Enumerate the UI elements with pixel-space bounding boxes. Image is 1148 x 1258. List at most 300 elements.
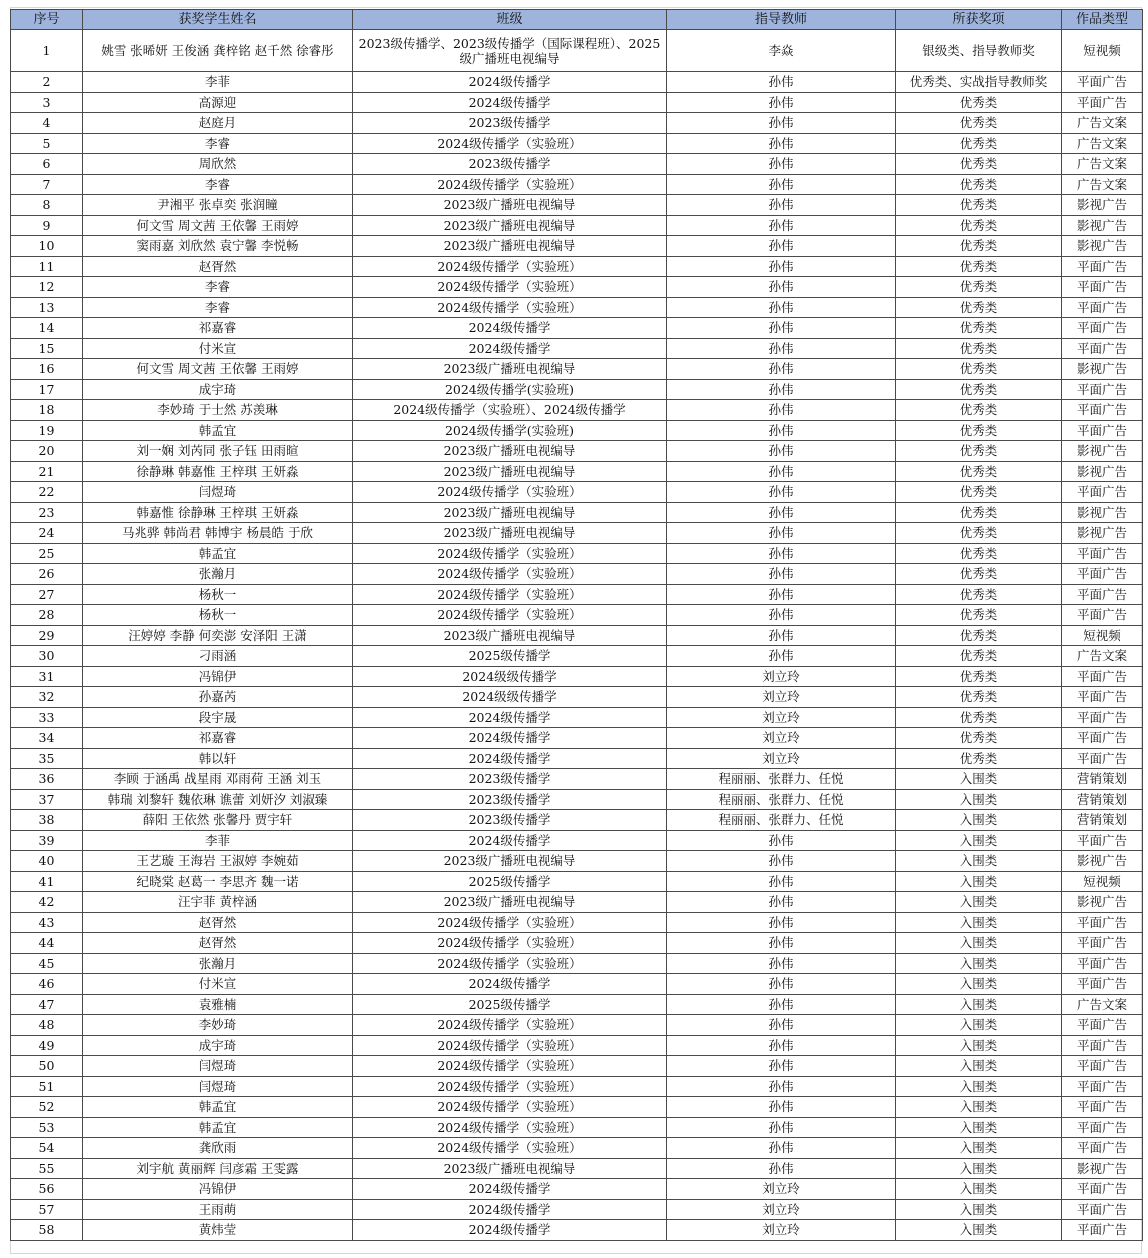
cell-class: 2023级广播班电视编导 — [353, 892, 667, 913]
cell-award: 优秀类 — [896, 646, 1062, 667]
cell-work-type: 平面广告 — [1062, 256, 1143, 277]
cell-advisor: 孙伟 — [667, 871, 896, 892]
cell-index: 38 — [11, 810, 83, 831]
cell-student-names: 徐静琳 韩嘉惟 王梓琪 王妍淼 — [83, 461, 353, 482]
cell-advisor: 刘立玲 — [667, 687, 896, 708]
table-row — [11, 543, 1143, 564]
cell-award: 优秀类 — [896, 318, 1062, 339]
cell-award: 优秀类 — [896, 297, 1062, 318]
table-row — [11, 215, 1143, 236]
table-row — [11, 195, 1143, 216]
cell-advisor: 孙伟 — [667, 830, 896, 851]
cell-advisor: 孙伟 — [667, 441, 896, 462]
cell-work-type: 平面广告 — [1062, 974, 1143, 995]
cell-advisor: 孙伟 — [667, 195, 896, 216]
cell-award: 优秀类 — [896, 564, 1062, 585]
cell-award: 优秀类 — [896, 154, 1062, 175]
cell-class: 2024级传播学（实验班） — [353, 584, 667, 605]
cell-student-names: 王艺璇 王海岩 王淑婷 李婉茹 — [83, 851, 353, 872]
cell-index: 33 — [11, 707, 83, 728]
cell-student-names: 闫煜琦 — [83, 1076, 353, 1097]
cell-work-type: 影视广告 — [1062, 892, 1143, 913]
cell-award: 入围类 — [896, 892, 1062, 913]
cell-index: 57 — [11, 1199, 83, 1220]
cell-award: 优秀类、实战指导教师奖 — [896, 72, 1062, 93]
cell-class: 2024级传播学 — [353, 728, 667, 749]
cell-student-names: 高源迎 — [83, 92, 353, 113]
cell-award: 入围类 — [896, 1117, 1062, 1138]
cell-index: 44 — [11, 933, 83, 954]
cell-work-type: 平面广告 — [1062, 318, 1143, 339]
cell-class: 2025级传播学 — [353, 994, 667, 1015]
cell-index: 6 — [11, 154, 83, 175]
cell-index: 52 — [11, 1097, 83, 1118]
cell-advisor: 孙伟 — [667, 174, 896, 195]
cell-class: 2023级广播班电视编导 — [353, 625, 667, 646]
cell-advisor: 孙伟 — [667, 523, 896, 544]
cell-advisor: 孙伟 — [667, 851, 896, 872]
table-row — [11, 953, 1143, 974]
table-row — [11, 502, 1143, 523]
cell-advisor: 孙伟 — [667, 1076, 896, 1097]
cell-award: 优秀类 — [896, 379, 1062, 400]
cell-index: 51 — [11, 1076, 83, 1097]
cell-student-names: 祁嘉睿 — [83, 318, 353, 339]
cell-index: 32 — [11, 687, 83, 708]
cell-award: 优秀类 — [896, 543, 1062, 564]
cell-student-names: 韩嘉惟 徐静琳 王梓琪 王妍淼 — [83, 502, 353, 523]
table-row — [11, 113, 1143, 134]
cell-advisor: 孙伟 — [667, 338, 896, 359]
cell-award: 优秀类 — [896, 461, 1062, 482]
cell-class: 2024级传播学（实验班） — [353, 953, 667, 974]
cell-index: 16 — [11, 359, 83, 380]
table-row — [11, 1199, 1143, 1220]
cell-class: 2024级传播学（实验班） — [353, 1138, 667, 1159]
cell-work-type: 平面广告 — [1062, 420, 1143, 441]
cell-student-names: 冯锦伊 — [83, 666, 353, 687]
cell-index: 18 — [11, 400, 83, 421]
cell-index: 27 — [11, 584, 83, 605]
cell-student-names: 李妙琦 — [83, 1015, 353, 1036]
cell-index: 46 — [11, 974, 83, 995]
cell-work-type: 影视广告 — [1062, 502, 1143, 523]
cell-index: 43 — [11, 912, 83, 933]
cell-advisor: 孙伟 — [667, 1035, 896, 1056]
cell-class: 2024级传播学（实验班） — [353, 1097, 667, 1118]
cell-work-type: 平面广告 — [1062, 1117, 1143, 1138]
table-row — [11, 359, 1143, 380]
cell-index: 30 — [11, 646, 83, 667]
cell-class: 2023级传播学 — [353, 789, 667, 810]
cell-work-type: 平面广告 — [1062, 1179, 1143, 1200]
cell-advisor: 孙伟 — [667, 400, 896, 421]
cell-advisor: 孙伟 — [667, 502, 896, 523]
cell-index: 11 — [11, 256, 83, 277]
cell-award: 入围类 — [896, 994, 1062, 1015]
cell-award: 银级类、指导教师奖 — [896, 30, 1062, 72]
cell-advisor: 孙伟 — [667, 482, 896, 503]
cell-work-type: 平面广告 — [1062, 92, 1143, 113]
cell-advisor: 刘立玲 — [667, 1179, 896, 1200]
cell-student-names: 龚欣雨 — [83, 1138, 353, 1159]
cell-award: 优秀类 — [896, 174, 1062, 195]
cell-student-names: 闫煜琦 — [83, 482, 353, 503]
cell-index: 21 — [11, 461, 83, 482]
cell-student-names: 成宇琦 — [83, 379, 353, 400]
table-row — [11, 400, 1143, 421]
table-row — [11, 646, 1143, 667]
cell-student-names: 韩孟宜 — [83, 543, 353, 564]
cell-class: 2023级广播班电视编导 — [353, 851, 667, 872]
table-row — [11, 154, 1143, 175]
table-row — [11, 1056, 1143, 1077]
cell-advisor: 刘立玲 — [667, 666, 896, 687]
cell-work-type: 影视广告 — [1062, 359, 1143, 380]
cell-student-names: 李妙琦 于士然 苏羡琳 — [83, 400, 353, 421]
cell-index: 9 — [11, 215, 83, 236]
cell-index: 45 — [11, 953, 83, 974]
cell-index: 39 — [11, 830, 83, 851]
cell-advisor: 孙伟 — [667, 297, 896, 318]
cell-advisor: 孙伟 — [667, 236, 896, 257]
cell-class: 2024级传播学（实验班） — [353, 133, 667, 154]
cell-award: 优秀类 — [896, 605, 1062, 626]
cell-work-type: 营销策划 — [1062, 789, 1143, 810]
table-row — [11, 1035, 1143, 1056]
cell-work-type: 广告文案 — [1062, 154, 1143, 175]
cell-student-names: 付米宣 — [83, 338, 353, 359]
cell-advisor: 刘立玲 — [667, 707, 896, 728]
cell-index: 31 — [11, 666, 83, 687]
cell-class: 2024级传播学 — [353, 338, 667, 359]
cell-class: 2023级传播学 — [353, 154, 667, 175]
cell-work-type: 平面广告 — [1062, 379, 1143, 400]
cell-index: 48 — [11, 1015, 83, 1036]
cell-work-type: 平面广告 — [1062, 72, 1143, 93]
cell-advisor: 程丽丽、张群力、任悦 — [667, 810, 896, 831]
cell-student-names: 韩瑞 刘黎轩 魏依琳 谯蕾 刘妍汐 刘淑臻 — [83, 789, 353, 810]
cell-advisor: 孙伟 — [667, 420, 896, 441]
cell-award: 优秀类 — [896, 482, 1062, 503]
cell-class: 2024级级传播学 — [353, 666, 667, 687]
cell-award: 优秀类 — [896, 236, 1062, 257]
cell-advisor: 刘立玲 — [667, 748, 896, 769]
cell-student-names: 赵庭月 — [83, 113, 353, 134]
cell-award: 优秀类 — [896, 523, 1062, 544]
cell-student-names: 杨秋一 — [83, 584, 353, 605]
cell-work-type: 广告文案 — [1062, 133, 1143, 154]
cell-class: 2023级广播班电视编导 — [353, 359, 667, 380]
table-row — [11, 892, 1143, 913]
cell-student-names: 赵胥然 — [83, 933, 353, 954]
cell-student-names: 韩孟宜 — [83, 1097, 353, 1118]
cell-student-names: 窦雨嘉 刘欣然 袁宁馨 李悦畅 — [83, 236, 353, 257]
cell-student-names: 袁雅楠 — [83, 994, 353, 1015]
cell-award: 入围类 — [896, 1199, 1062, 1220]
cell-work-type: 广告文案 — [1062, 994, 1143, 1015]
cell-award: 优秀类 — [896, 584, 1062, 605]
cell-work-type: 影视广告 — [1062, 236, 1143, 257]
table-row — [11, 728, 1143, 749]
cell-work-type: 平面广告 — [1062, 687, 1143, 708]
cell-advisor: 孙伟 — [667, 892, 896, 913]
cell-class: 2024级传播学（实验班） — [353, 174, 667, 195]
cell-advisor: 程丽丽、张群力、任悦 — [667, 769, 896, 790]
cell-award: 入围类 — [896, 830, 1062, 851]
cell-work-type: 短视频 — [1062, 871, 1143, 892]
cell-class: 2024级传播学 — [353, 72, 667, 93]
cell-advisor: 孙伟 — [667, 215, 896, 236]
cell-award: 优秀类 — [896, 728, 1062, 749]
table-row — [11, 379, 1143, 400]
cell-index: 36 — [11, 769, 83, 790]
cell-class: 2024级传播学 — [353, 1179, 667, 1200]
cell-index: 14 — [11, 318, 83, 339]
cell-award: 优秀类 — [896, 400, 1062, 421]
cell-class: 2023级传播学 — [353, 113, 667, 134]
cell-class: 2025级传播学 — [353, 871, 667, 892]
cell-class: 2024级传播学 — [353, 92, 667, 113]
cell-work-type: 影视广告 — [1062, 523, 1143, 544]
table-row — [11, 748, 1143, 769]
cell-student-names: 韩孟宜 — [83, 420, 353, 441]
cell-award: 入围类 — [896, 1179, 1062, 1200]
cell-student-names: 李菲 — [83, 830, 353, 851]
cell-award: 入围类 — [896, 1138, 1062, 1159]
award-table — [10, 9, 1143, 1241]
header-class: 班级 — [353, 10, 667, 30]
table-row — [11, 974, 1143, 995]
table-row — [11, 1158, 1143, 1179]
table-row — [11, 174, 1143, 195]
cell-index: 8 — [11, 195, 83, 216]
cell-student-names: 马兆骅 韩尚君 韩博宇 杨晨皓 于欣 — [83, 523, 353, 544]
cell-index: 50 — [11, 1056, 83, 1077]
table-row — [11, 92, 1143, 113]
table-row — [11, 666, 1143, 687]
table-row — [11, 30, 1143, 72]
cell-student-names: 赵胥然 — [83, 912, 353, 933]
cell-advisor: 孙伟 — [667, 933, 896, 954]
cell-index: 19 — [11, 420, 83, 441]
cell-class: 2023级广播班电视编导 — [353, 195, 667, 216]
table-row — [11, 1179, 1143, 1200]
table-row — [11, 605, 1143, 626]
cell-class: 2024级传播学（实验班） — [353, 1035, 667, 1056]
cell-index: 55 — [11, 1158, 83, 1179]
cell-student-names: 汪宇菲 黄梓涵 — [83, 892, 353, 913]
cell-index: 58 — [11, 1220, 83, 1241]
table-row — [11, 1076, 1143, 1097]
cell-student-names: 何文雪 周文茜 王依馨 王雨婷 — [83, 215, 353, 236]
cell-award: 入围类 — [896, 769, 1062, 790]
cell-work-type: 影视广告 — [1062, 461, 1143, 482]
cell-student-names: 王雨萌 — [83, 1199, 353, 1220]
cell-award: 优秀类 — [896, 277, 1062, 298]
cell-work-type: 影视广告 — [1062, 851, 1143, 872]
cell-work-type: 平面广告 — [1062, 482, 1143, 503]
cell-work-type: 营销策划 — [1062, 769, 1143, 790]
cell-work-type: 平面广告 — [1062, 1015, 1143, 1036]
cell-award: 入围类 — [896, 789, 1062, 810]
cell-class: 2024级传播学 — [353, 1199, 667, 1220]
cell-class: 2024级传播学 — [353, 1220, 667, 1241]
cell-work-type: 平面广告 — [1062, 543, 1143, 564]
cell-student-names: 汪婷婷 李静 何奕澎 安泽阳 王潇 — [83, 625, 353, 646]
table-row — [11, 584, 1143, 605]
cell-index: 47 — [11, 994, 83, 1015]
cell-class: 2025级传播学 — [353, 646, 667, 667]
table-row — [11, 461, 1143, 482]
cell-work-type: 营销策划 — [1062, 810, 1143, 831]
cell-index: 17 — [11, 379, 83, 400]
cell-index: 37 — [11, 789, 83, 810]
cell-class: 2024级传播学（实验班） — [353, 933, 667, 954]
cell-award: 优秀类 — [896, 133, 1062, 154]
cell-class: 2024级传播学（实验班）、2024级传播学 — [353, 400, 667, 421]
table-row — [11, 564, 1143, 585]
cell-advisor: 孙伟 — [667, 953, 896, 974]
cell-award: 入围类 — [896, 851, 1062, 872]
table-row — [11, 830, 1143, 851]
cell-work-type: 平面广告 — [1062, 912, 1143, 933]
cell-class: 2024级传播学 — [353, 318, 667, 339]
cell-student-names: 冯锦伊 — [83, 1179, 353, 1200]
cell-work-type: 广告文案 — [1062, 646, 1143, 667]
cell-award: 优秀类 — [896, 441, 1062, 462]
cell-award: 入围类 — [896, 1056, 1062, 1077]
table-row — [11, 236, 1143, 257]
cell-class: 2024级传播学（实验班） — [353, 605, 667, 626]
cell-student-names: 刘宇航 黄丽辉 闫彦霜 王雯露 — [83, 1158, 353, 1179]
cell-class: 2024级传播学（实验班） — [353, 1076, 667, 1097]
cell-student-names: 张瀚月 — [83, 564, 353, 585]
cell-class: 2023级传播学 — [353, 769, 667, 790]
cell-class: 2023级传播学、2023级传播学（国际课程班）、2025级广播班电视编导 — [353, 30, 667, 72]
cell-award: 入围类 — [896, 1035, 1062, 1056]
cell-index: 1 — [11, 30, 83, 72]
cell-index: 24 — [11, 523, 83, 544]
table-row — [11, 1117, 1143, 1138]
table-row — [11, 707, 1143, 728]
table-row — [11, 871, 1143, 892]
cell-index: 53 — [11, 1117, 83, 1138]
cell-award: 入围类 — [896, 1076, 1062, 1097]
cell-award: 优秀类 — [896, 215, 1062, 236]
cell-work-type: 短视频 — [1062, 30, 1143, 72]
cell-index: 56 — [11, 1179, 83, 1200]
table-row — [11, 72, 1143, 93]
cell-advisor: 孙伟 — [667, 1097, 896, 1118]
cell-work-type: 平面广告 — [1062, 953, 1143, 974]
cell-student-names: 李睿 — [83, 133, 353, 154]
cell-index: 20 — [11, 441, 83, 462]
cell-index: 49 — [11, 1035, 83, 1056]
cell-class: 2024级传播学（实验班） — [353, 482, 667, 503]
cell-advisor: 孙伟 — [667, 461, 896, 482]
cell-award: 入围类 — [896, 871, 1062, 892]
header-student-names: 获奖学生姓名 — [83, 10, 353, 30]
cell-advisor: 孙伟 — [667, 1138, 896, 1159]
cell-index: 28 — [11, 605, 83, 626]
cell-award: 入围类 — [896, 974, 1062, 995]
cell-student-names: 李睿 — [83, 277, 353, 298]
cell-work-type: 平面广告 — [1062, 1097, 1143, 1118]
cell-work-type: 平面广告 — [1062, 933, 1143, 954]
cell-class: 2024级传播学 — [353, 748, 667, 769]
cell-index: 5 — [11, 133, 83, 154]
cell-award: 优秀类 — [896, 420, 1062, 441]
table-header — [11, 10, 1143, 30]
cell-class: 2024级传播学 — [353, 830, 667, 851]
cell-work-type: 平面广告 — [1062, 830, 1143, 851]
cell-class: 2023级传播学 — [353, 810, 667, 831]
cell-index: 15 — [11, 338, 83, 359]
cell-advisor: 李焱 — [667, 30, 896, 72]
cell-student-names: 孙嘉芮 — [83, 687, 353, 708]
cell-work-type: 平面广告 — [1062, 1220, 1143, 1241]
cell-class: 2023级广播班电视编导 — [353, 523, 667, 544]
table-row — [11, 810, 1143, 831]
cell-index: 23 — [11, 502, 83, 523]
cell-advisor: 孙伟 — [667, 564, 896, 585]
cell-work-type: 影视广告 — [1062, 441, 1143, 462]
cell-award: 入围类 — [896, 1015, 1062, 1036]
cell-award: 优秀类 — [896, 92, 1062, 113]
table-row — [11, 851, 1143, 872]
cell-class: 2024级传播学(实验班) — [353, 379, 667, 400]
table-row — [11, 420, 1143, 441]
table-row — [11, 687, 1143, 708]
table-row — [11, 133, 1143, 154]
cell-work-type: 平面广告 — [1062, 1199, 1143, 1220]
cell-advisor: 孙伟 — [667, 912, 896, 933]
cell-advisor: 程丽丽、张群力、任悦 — [667, 789, 896, 810]
cell-award: 入围类 — [896, 1097, 1062, 1118]
cell-advisor: 孙伟 — [667, 1015, 896, 1036]
cell-class: 2023级广播班电视编导 — [353, 461, 667, 482]
cell-advisor: 孙伟 — [667, 92, 896, 113]
cell-award: 优秀类 — [896, 359, 1062, 380]
cell-work-type: 平面广告 — [1062, 584, 1143, 605]
table-row — [11, 523, 1143, 544]
cell-index: 41 — [11, 871, 83, 892]
cell-work-type: 平面广告 — [1062, 1056, 1143, 1077]
cell-index: 2 — [11, 72, 83, 93]
cell-index: 22 — [11, 482, 83, 503]
cell-advisor: 孙伟 — [667, 646, 896, 667]
table-row — [11, 1220, 1143, 1241]
cell-class: 2024级传播学(实验班) — [353, 420, 667, 441]
cell-student-names: 尹湘平 张卓奕 张润瞳 — [83, 195, 353, 216]
cell-index: 29 — [11, 625, 83, 646]
cell-work-type: 平面广告 — [1062, 707, 1143, 728]
header-award: 所获奖项 — [896, 10, 1062, 30]
cell-index: 4 — [11, 113, 83, 134]
cell-work-type: 平面广告 — [1062, 1138, 1143, 1159]
table-row — [11, 912, 1143, 933]
cell-award: 优秀类 — [896, 195, 1062, 216]
cell-index: 7 — [11, 174, 83, 195]
cell-index: 35 — [11, 748, 83, 769]
table-row — [11, 1015, 1143, 1036]
cell-award: 入围类 — [896, 953, 1062, 974]
cell-advisor: 孙伟 — [667, 318, 896, 339]
table-row — [11, 933, 1143, 954]
header-advisor: 指导教师 — [667, 10, 896, 30]
cell-work-type: 影视广告 — [1062, 1158, 1143, 1179]
